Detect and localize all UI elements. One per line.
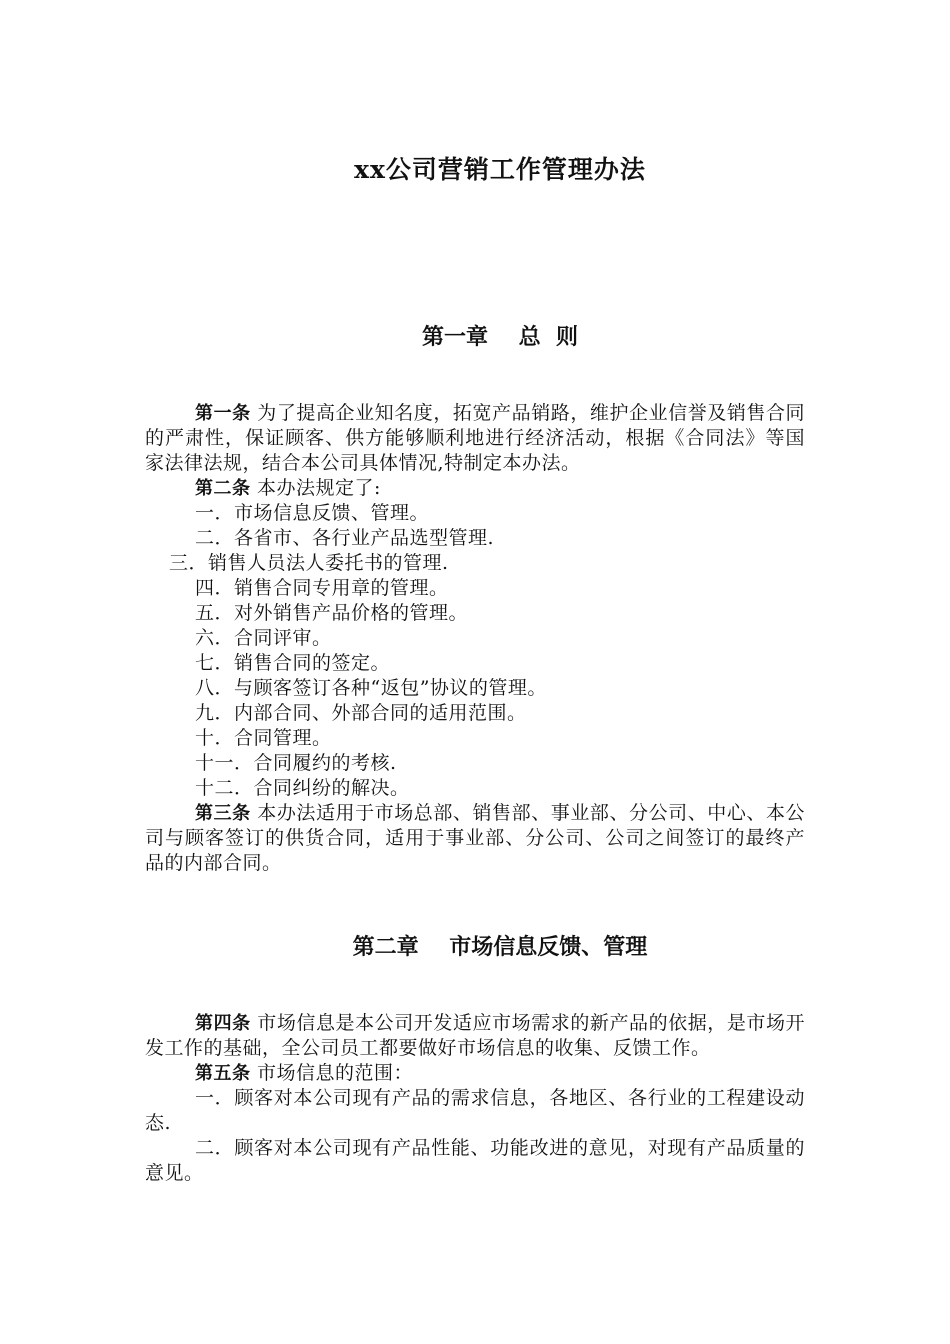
list-item: 二．顾客对本公司现有产品性能、功能改进的意见，对现有产品质量的意见。	[145, 1137, 805, 1184]
list-item: 一．市场信息反馈、管理。	[195, 502, 430, 524]
list-item: 十一．合同履约的考核.	[195, 752, 397, 774]
article-5	[145, 1061, 805, 1086]
list-item: 十二．合同纠纷的解决。	[195, 777, 410, 799]
chapter-1-body	[145, 401, 805, 876]
article-2	[145, 476, 805, 501]
article-label: 第二条	[195, 478, 251, 499]
article-text: 为了提高企业知名度，拓宽产品销路，维护企业信誉及销售合同的严肃性，保证顾客、供方能够顺利地进行经济活动，根据《合同法》等国家法律法规，结合本公司具体情况,特制定本办法。	[145, 402, 806, 474]
article-text: 本办法规定了:	[250, 477, 381, 499]
list-item: 三．销售人员法人委托书的管理.	[169, 552, 449, 574]
list-item: 九．内部合同、外部合同的适用范围。	[195, 702, 527, 724]
list-item: 四．销售合同专用章的管理。	[195, 577, 449, 599]
list-item: 一．顾客对本公司现有产品的需求信息，各地区、各行业的工程建设动态.	[145, 1087, 805, 1134]
list-item: 八．与顾客签订各种“返包”协议的管理。	[195, 677, 547, 699]
article-text: 市场信息的范围：	[250, 1062, 414, 1084]
article-text: 市场信息是本公司开发适应市场需求的新产品的依据，是市场开发工作的基础，全公司员工都要做好市场信息的收集、反馈工作。	[145, 1012, 806, 1059]
list-item: 五．对外销售产品价格的管理。	[195, 602, 469, 624]
article-text: 本办法适用于市场总部、销售部、事业部、分公司、中心、本公司与顾客签订的供货合同，适用于事业部、分公司、公司之间签订的最终产品的内部合同。	[145, 802, 806, 874]
article-label: 第五条	[195, 1063, 251, 1084]
article-4	[145, 1011, 805, 1061]
list-item: 二．各省市、各行业产品选型管理.	[195, 527, 495, 549]
list-item: 六．合同评审。	[195, 627, 332, 649]
chapter-2-heading: 第二章 市场信息反馈、管理	[352, 935, 648, 960]
article-1	[145, 401, 805, 476]
list-item: 七．销售合同的签定。	[195, 652, 391, 674]
article-label: 第三条	[195, 803, 251, 824]
document-title: xx公司营销工作管理办法	[354, 155, 646, 184]
article-label: 第一条	[195, 403, 251, 424]
chapter-1-heading: 第一章 总 则	[422, 325, 578, 350]
chapter-2-body	[145, 1011, 805, 1186]
article-label: 第四条	[195, 1013, 251, 1034]
article-3	[145, 801, 805, 876]
list-item: 十．合同管理。	[195, 727, 332, 749]
